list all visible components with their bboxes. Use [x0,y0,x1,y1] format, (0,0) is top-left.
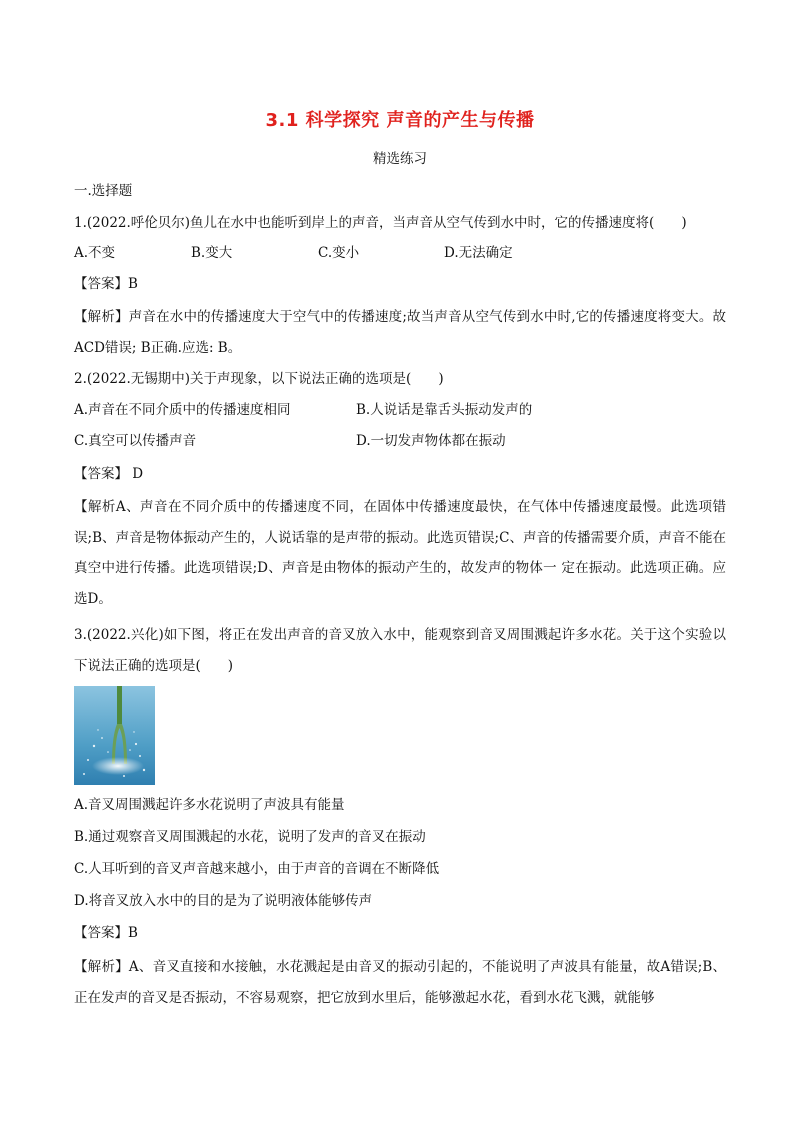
q1-option-b: B.变大 [191,245,233,261]
q2-option-b: B.人说话是靠舌头振动发声的 [356,402,533,418]
q1-option-d: D.无法确定 [444,245,513,261]
section-heading: 一.选择题 [74,183,133,199]
q3-option-d: D.将音叉放入水中的目的是为了说明液体能够传声 [74,893,373,909]
question-2-analysis: 【解析A、声音在不同介质中的传播速度不同，在固体中传播速度最快，在气体中传播速度最慢。此选项错误;B、声音是物体振动产生的，人说话靠的是声带的振动。此选页错误;C、声音的传播需要介质，声音不能在真空中进行传播。此选项错误;D、声音是由物体的振动产生的，故发声的物体一 定在振动。此选项正确。应选D。 [74,499,726,607]
q1-option-a: A.不变 [74,245,116,261]
question-3-stem: 3.(2022.兴化)如下图，将正在发出声音的音叉放入水中，能观察到音叉周围溅起许多水花。关于这个实验以下说法正确的选项是( ) [74,627,726,674]
q3-option-c: C.人耳听到的音叉声音越来越小，由于声音的音调在不断降低 [74,861,440,877]
question-2-stem: 2.(2022.无锡期中)关于声现象，以下说法正确的选项是( ) [74,371,444,387]
q2-option-c: C.真空可以传播声音 [74,433,197,449]
question-1-stem: 1.(2022.呼伦贝尔)鱼儿在水中也能听到岸上的声音，当声音从空气传到水中时，它的传播速度将( ) [74,215,687,231]
question-3-analysis: 【解析】A、音叉直接和水接触，水花溅起是由音叉的振动引起的，不能说明了声波具有能量，故A错误;B、正在发声的音叉是否振动，不容易观察，把它放到水里后，能够激起水花，看到水花飞溅，就能够 [74,959,726,1006]
q3-option-b: B.通过观察音叉周围溅起的水花，说明了发声的音叉在振动 [74,829,426,845]
page-title: 3.1 科学探究 声音的产生与传播 [265,110,535,131]
q2-option-d: D.一切发声物体都在振动 [356,433,506,449]
q2-option-a: A.声音在不同介质中的传播速度相同 [74,402,291,418]
q1-option-c: C.变小 [318,245,360,261]
question-2-answer: 【答案】 D [74,466,144,482]
page-subtitle: 精选练习 [373,151,427,167]
tuning-fork-in-water-photo [74,686,155,785]
question-1-answer: 【答案】B [74,276,138,292]
question-3-answer: 【答案】B [74,925,138,941]
question-1-analysis: 【解析】声音在水中的传播速度大于空气中的传播速度;故当声音从空气传到水中时,它的传播速度将变大。故ACD错误; B正确.应选: B。 [74,309,726,356]
q3-option-a: A.音叉周围溅起许多水花说明了声波具有能量 [74,797,345,813]
